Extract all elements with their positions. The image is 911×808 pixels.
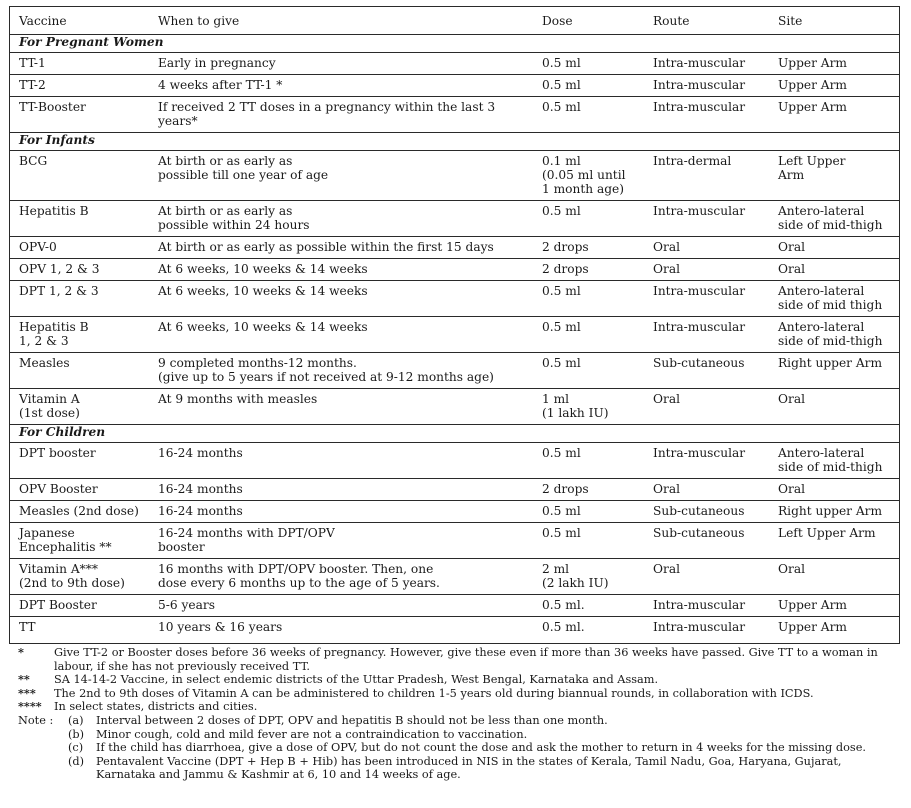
footnote-mark: ** bbox=[18, 672, 30, 687]
cell-when-to-give: 16-24 months bbox=[149, 479, 533, 501]
table-row bbox=[10, 317, 899, 353]
cell-dose: 2 drops bbox=[533, 259, 644, 281]
note-letter: (c) bbox=[68, 741, 84, 755]
note-text: Pentavalent Vaccine (DPT + Hep B + Hib) has been introduced in NIS in the states of Kerala, Tamil Nadu, Goa, Haryana, Gujarat, Karnataka and Jammu & Kashmir at 6, 10 and 14 weeks of age. bbox=[96, 754, 842, 782]
vaccination-schedule-frame bbox=[9, 6, 900, 644]
cell-when-to-give: At 6 weeks, 10 weeks & 14 weeks bbox=[149, 281, 533, 317]
note-letter: (a) bbox=[68, 713, 84, 727]
table-row bbox=[10, 479, 899, 501]
table-body bbox=[10, 35, 899, 639]
cell-site: Right upper Arm bbox=[769, 353, 899, 389]
table-row bbox=[10, 617, 899, 639]
cell-site: Antero-lateral side of mid-thigh bbox=[769, 201, 899, 237]
cell-vaccine: DPT 1, 2 & 3 bbox=[10, 281, 149, 317]
cell-route: Oral bbox=[644, 237, 769, 259]
cell-route: Oral bbox=[644, 559, 769, 595]
cell-when-to-give: At 6 weeks, 10 weeks & 14 weeks bbox=[149, 317, 533, 353]
cell-site: Oral bbox=[769, 389, 899, 425]
cell-when-to-give: At 6 weeks, 10 weeks & 14 weeks bbox=[149, 259, 533, 281]
cell-vaccine: Vitamin A*** (2nd to 9th dose) bbox=[10, 559, 149, 595]
cell-site: Oral bbox=[769, 259, 899, 281]
cell-route: Intra-muscular bbox=[644, 97, 769, 133]
cell-dose: 0.5 ml bbox=[533, 501, 644, 523]
cell-vaccine: TT-1 bbox=[10, 53, 149, 75]
table-row bbox=[10, 389, 899, 425]
table-row bbox=[10, 523, 899, 559]
cell-vaccine: DPT Booster bbox=[10, 595, 149, 617]
footnote bbox=[18, 700, 898, 714]
cell-site: Antero-lateral side of mid-thigh bbox=[769, 443, 899, 479]
note-text: Minor cough, cold and mild fever are not a contraindication to vaccination. bbox=[96, 727, 528, 741]
cell-when-to-give: Early in pregnancy bbox=[149, 53, 533, 75]
cell-dose: 2 drops bbox=[533, 479, 644, 501]
cell-route: Intra-muscular bbox=[644, 317, 769, 353]
footnote-text: SA 14-14-2 Vaccine, in select endemic districts of the Uttar Pradesh, West Bengal, Karnataka and Assam. bbox=[54, 673, 659, 687]
cell-dose: 0.5 ml. bbox=[533, 617, 644, 639]
footnote-mark: *** bbox=[18, 685, 36, 700]
cell-site: Right upper Arm bbox=[769, 501, 899, 523]
note-letter: (d) bbox=[68, 754, 85, 768]
cell-route: Intra-muscular bbox=[644, 201, 769, 237]
footnote-list bbox=[18, 646, 898, 714]
footnotes-section bbox=[18, 646, 898, 782]
cell-dose: 0.5 ml bbox=[533, 75, 644, 97]
footnote bbox=[18, 646, 898, 673]
cell-vaccine: OPV Booster bbox=[10, 479, 149, 501]
section-title: For Children bbox=[10, 425, 899, 443]
table-row bbox=[10, 501, 899, 523]
section-title: For Pregnant Women bbox=[19, 35, 164, 49]
cell-dose: 0.5 ml bbox=[533, 97, 644, 133]
cell-when-to-give: 10 years & 16 years bbox=[149, 617, 533, 639]
cell-dose: 0.5 ml bbox=[533, 201, 644, 237]
cell-dose: 0.5 ml. bbox=[533, 595, 644, 617]
cell-dose: 0.5 ml bbox=[533, 353, 644, 389]
cell-dose: 0.1 ml (0.05 ml until 1 month age) bbox=[533, 151, 644, 201]
footnote-text: In select states, districts and cities. bbox=[54, 700, 258, 714]
section-header-row bbox=[10, 425, 899, 443]
cell-dose: 1 ml (1 lakh IU) bbox=[533, 389, 644, 425]
table-row bbox=[10, 281, 899, 317]
table-header-row bbox=[10, 7, 899, 35]
cell-vaccine: OPV-0 bbox=[10, 237, 149, 259]
table-row bbox=[10, 75, 899, 97]
table-row bbox=[10, 259, 899, 281]
cell-site: Upper Arm bbox=[769, 595, 899, 617]
cell-site: Oral bbox=[769, 237, 899, 259]
cell-when-to-give: 16 months with DPT/OPV booster. Then, one dose every 6 months up to the age of 5 years. bbox=[149, 559, 533, 595]
cell-route: Oral bbox=[644, 259, 769, 281]
header-vaccine: Vaccine bbox=[10, 7, 149, 35]
cell-vaccine: TT bbox=[10, 617, 149, 639]
note-text: If the child has diarrhoea, give a dose of OPV, but do not count the dose and ask the mother to return in 4 weeks for the missing dose. bbox=[96, 741, 866, 755]
cell-vaccine: DPT booster bbox=[10, 443, 149, 479]
footnote bbox=[18, 687, 898, 701]
section-header-row bbox=[10, 133, 899, 151]
footnote-text: Give TT-2 or Booster doses before 36 weeks of pregnancy. However, give these even if more than 36 weeks have passed. Give TT to a woman in labour, if she has not previously received TT. bbox=[54, 646, 878, 673]
section-title: For Infants bbox=[10, 133, 899, 151]
cell-route: Sub-cutaneous bbox=[644, 353, 769, 389]
header-route: Route bbox=[644, 7, 769, 35]
table-row bbox=[10, 595, 899, 617]
cell-when-to-give: At 9 months with measles bbox=[149, 389, 533, 425]
cell-vaccine: Hepatitis B bbox=[10, 201, 149, 237]
note-list-continued bbox=[36, 728, 898, 782]
footnote-mark: * bbox=[18, 645, 24, 659]
header-site: Site bbox=[769, 7, 899, 35]
cell-dose: 2 ml (2 lakh IU) bbox=[533, 559, 644, 595]
header-dose: Dose bbox=[533, 7, 644, 35]
section-header-row bbox=[10, 35, 899, 53]
cell-site: Oral bbox=[769, 559, 899, 595]
cell-vaccine: Vitamin A (1st dose) bbox=[10, 389, 149, 425]
vaccination-schedule-table bbox=[10, 7, 899, 638]
cell-when-to-give: 16-24 months with DPT/OPV booster bbox=[149, 523, 533, 559]
cell-vaccine: Hepatitis B 1, 2 & 3 bbox=[10, 317, 149, 353]
cell-dose: 0.5 ml bbox=[533, 281, 644, 317]
table-row bbox=[10, 237, 899, 259]
cell-route: Sub-cutaneous bbox=[644, 523, 769, 559]
footnote-text: The 2nd to 9th doses of Vitamin A can be administered to children 1-5 years old during biannual rounds, in collaboration with ICDS. bbox=[54, 686, 814, 700]
cell-when-to-give: At birth or as early as possible within 24 hours bbox=[149, 201, 533, 237]
footnote bbox=[18, 673, 898, 687]
table-row bbox=[10, 353, 899, 389]
cell-site: Upper Arm bbox=[769, 75, 899, 97]
note-item bbox=[68, 741, 898, 755]
note-item bbox=[68, 728, 898, 742]
cell-vaccine: TT-Booster bbox=[10, 97, 149, 133]
cell-site: Upper Arm bbox=[769, 53, 899, 75]
cell-site: Upper Arm bbox=[769, 97, 899, 133]
footnote-mark: **** bbox=[18, 699, 42, 714]
cell-site: Left Upper Arm bbox=[769, 523, 899, 559]
header-when-to-give: When to give bbox=[149, 7, 533, 35]
note-block bbox=[18, 714, 898, 728]
cell-site: Oral bbox=[769, 479, 899, 501]
cell-route: Intra-muscular bbox=[644, 617, 769, 639]
cell-when-to-give: 9 completed months-12 months. (give up to 5 years if not received at 9-12 months age) bbox=[149, 353, 533, 389]
cell-when-to-give: 4 weeks after TT-1 * bbox=[149, 75, 533, 97]
cell-route: Oral bbox=[644, 479, 769, 501]
cell-dose: 0.5 ml bbox=[533, 523, 644, 559]
cell-route: Intra-muscular bbox=[644, 595, 769, 617]
cell-site: Antero-lateral side of mid-thigh bbox=[769, 317, 899, 353]
cell-route: Intra-muscular bbox=[644, 53, 769, 75]
cell-route: Intra-dermal bbox=[644, 151, 769, 201]
note-item bbox=[68, 755, 898, 782]
table-row bbox=[10, 151, 899, 201]
cell-when-to-give: 16-24 months bbox=[149, 443, 533, 479]
cell-vaccine: TT-2 bbox=[10, 75, 149, 97]
table-row bbox=[10, 53, 899, 75]
table-row bbox=[10, 559, 899, 595]
cell-site: Left Upper Arm bbox=[769, 151, 899, 201]
cell-vaccine: OPV 1, 2 & 3 bbox=[10, 259, 149, 281]
cell-dose: 2 drops bbox=[533, 237, 644, 259]
cell-when-to-give: 5-6 years bbox=[149, 595, 533, 617]
note-letter: (b) bbox=[68, 727, 85, 741]
cell-route: Oral bbox=[644, 389, 769, 425]
cell-dose: 0.5 ml bbox=[533, 443, 644, 479]
note-item bbox=[68, 714, 608, 728]
cell-vaccine: BCG bbox=[10, 151, 149, 201]
table-row bbox=[10, 201, 899, 237]
cell-route: Intra-muscular bbox=[644, 281, 769, 317]
cell-when-to-give: At birth or as early as possible till one year of age bbox=[149, 151, 533, 201]
table-row bbox=[10, 443, 899, 479]
cell-dose: 0.5 ml bbox=[533, 317, 644, 353]
cell-vaccine: Measles bbox=[10, 353, 149, 389]
cell-dose: 0.5 ml bbox=[533, 53, 644, 75]
cell-site: Upper Arm bbox=[769, 617, 899, 639]
cell-route: Intra-muscular bbox=[644, 75, 769, 97]
cell-vaccine: Japanese Encephalitis ** bbox=[10, 523, 149, 559]
note-text: Interval between 2 doses of DPT, OPV and hepatitis B should not be less than one month. bbox=[96, 713, 608, 727]
cell-when-to-give: If received 2 TT doses in a pregnancy within the last 3 years* bbox=[149, 97, 533, 133]
cell-vaccine: Measles (2nd dose) bbox=[10, 501, 149, 523]
note-list bbox=[68, 714, 608, 728]
table-row bbox=[10, 97, 899, 133]
cell-route: Intra-muscular bbox=[644, 443, 769, 479]
cell-route: Sub-cutaneous bbox=[644, 501, 769, 523]
cell-when-to-give: At birth or as early as possible within the first 15 days bbox=[149, 237, 533, 259]
cell-site: Antero-lateral side of mid thigh bbox=[769, 281, 899, 317]
note-label: Note : bbox=[18, 713, 54, 727]
cell-when-to-give: 16-24 months bbox=[149, 501, 533, 523]
